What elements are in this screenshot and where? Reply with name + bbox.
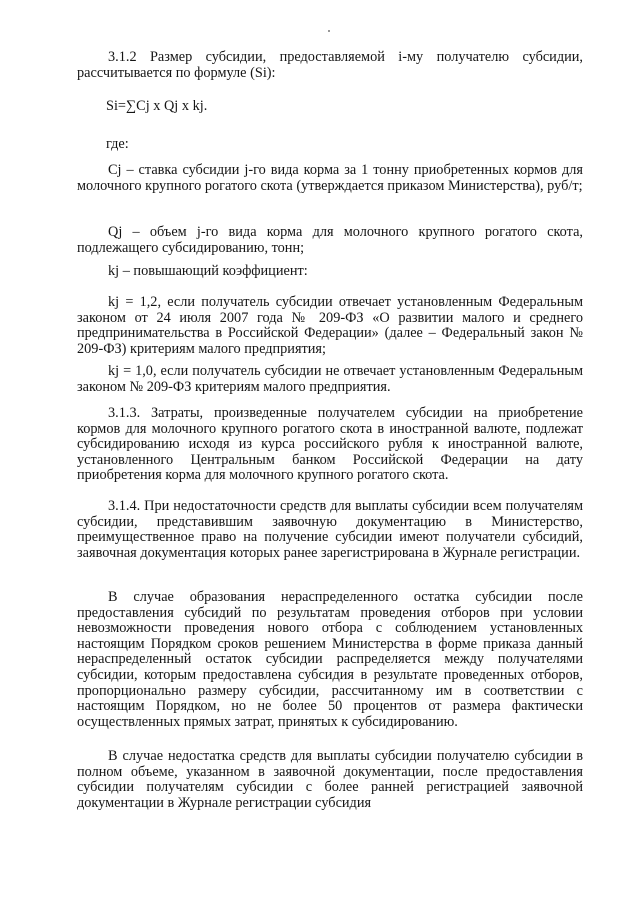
paragraph-kj-1-0: kj = 1,0, если получатель субсидии не отвечает установленным Федеральным законом № 209-ФЗ критериям малого предприятия. [77,363,583,395]
paragraph-kj-1-2: kj = 1,2, если получатель субсидии отвечает установленным Федеральным законом от 24 июля 2007 года № 209-ФЗ «О развитии малого и среднего предпринимательства в Российской Федерации» (далее – Федеральный закон № 209-ФЗ) критериям малого предприятия; [77,294,583,357]
formula: Si=∑Cj x Qj x kj. [106,98,208,114]
scan-speck [328,30,330,32]
paragraph-3-1-2: 3.1.2 Размер субсидии, предоставляемой i-му получателю субсидии, рассчитывается по формуле (Si): [77,49,583,81]
paragraph-cj-definition: Cj – ставка субсидии j-го вида корма за 1 тонну приобретенных кормов для молочного крупного рогатого скота (утверждается приказом Министерства), руб/т; [77,162,583,194]
paragraph-3-1-4: 3.1.4. При недостаточности средств для выплаты субсидии всем получателям субсидии, представившим заявочную документацию в Министерство, преимущественное право на получение субсидии имеют получатели субсидий, заявочная документация которых ранее зарегистрирована в Журнале регистрации. [77,498,583,561]
paragraph-insufficient-funds: В случае недостатка средств для выплаты субсидии получателю субсидии в полном объеме, указанном в заявочной документации, после предоставления субсидии получателям субсидии с более ранней регистрацией заявочной документации в Журнале регистрации субсидия [77,748,583,811]
where-label: где: [106,136,129,152]
paragraph-undistributed-remainder: В случае образования нераспределенного остатка субсидии после предоставления субсидий по результатам проведения отборов при условии невозможности проведения нового отбора с соблюдением установленных настоящим Порядком сроков решением Министерства в форме приказа данный нераспределенный остаток субсидии распределяется между получателями субсидии, которым предоставлена субсидия в результате проведенных отборов, пропорционально размеру субсидии, рассчитанному им в соответствии с настоящим Порядком, но не более 50 процентов от размера фактически осуществленных прямых затрат, принятых к субсидированию. [77,589,583,730]
paragraph-3-1-3: 3.1.3. Затраты, произведенные получателем субсидии на приобретение кормов для молочного крупного рогатого скота в иностранной валюте, подлежат субсидированию исходя из курса российского рубля к иностранной валюте, установленного Центральным банком Российской Федерации на дату приобретения корма для молочного крупного рогатого скота. [77,405,583,484]
paragraph-qj-definition: Qj – объем j-го вида корма для молочного крупного рогатого скота, подлежащего субсидированию, тонн; [77,224,583,256]
paragraph-kj-definition: kj – повышающий коэффициент: [108,263,308,279]
